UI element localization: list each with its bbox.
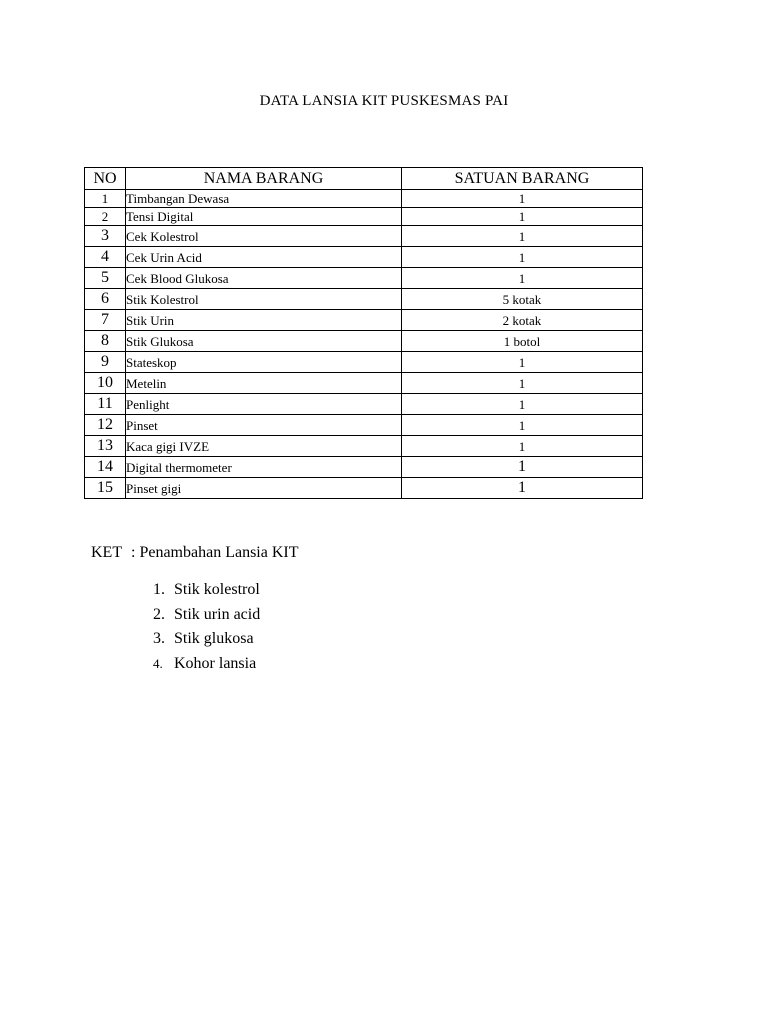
row-name: Cek Blood Glukosa	[126, 268, 402, 289]
row-name: Timbangan Dewasa	[126, 190, 402, 208]
table-row	[85, 268, 643, 289]
list-item-text: Stik urin acid	[174, 605, 261, 623]
list-item-number: 1.	[153, 581, 165, 598]
table-row	[85, 208, 643, 226]
table-row	[85, 352, 643, 373]
row-unit: 1 botol	[402, 331, 643, 352]
table-row	[85, 331, 643, 352]
table-row	[85, 310, 643, 331]
row-unit: 1	[402, 373, 643, 394]
row-no: 6	[85, 289, 126, 310]
items-table	[84, 167, 643, 499]
row-name: Stateskop	[126, 352, 402, 373]
row-name: Digital thermometer	[126, 457, 402, 478]
row-unit: 1	[402, 436, 643, 457]
row-no: 3	[85, 226, 126, 247]
row-unit: 1	[402, 478, 643, 499]
table-row	[85, 190, 643, 208]
additions-list	[153, 578, 260, 676]
row-name: Metelin	[126, 373, 402, 394]
row-no: 10	[85, 373, 126, 394]
table-row	[85, 289, 643, 310]
row-no: 15	[85, 478, 126, 499]
row-no: 9	[85, 352, 126, 373]
list-item-number: 2.	[153, 605, 165, 623]
row-name: Kaca gigi IVZE	[126, 436, 402, 457]
table-row	[85, 226, 643, 247]
row-unit: 1	[402, 415, 643, 436]
row-name: Penlight	[126, 394, 402, 415]
row-no: 7	[85, 310, 126, 331]
row-unit: 1	[402, 190, 643, 208]
table-row	[85, 457, 643, 478]
list-item-text: Stik kolestrol	[174, 581, 260, 598]
row-no: 13	[85, 436, 126, 457]
row-unit: 1	[402, 208, 643, 226]
row-name: Cek Urin Acid	[126, 247, 402, 268]
note-text: : Penambahan Lansia KIT	[131, 544, 299, 561]
row-unit: 1	[402, 247, 643, 268]
table-row	[85, 373, 643, 394]
header-no: NO	[85, 168, 126, 190]
row-name: Stik Glukosa	[126, 331, 402, 352]
row-unit: 1	[402, 226, 643, 247]
row-no: 2	[85, 208, 126, 226]
row-no: 8	[85, 331, 126, 352]
row-name: Tensi Digital	[126, 208, 402, 226]
row-unit: 1	[402, 457, 643, 478]
row-name: Pinset	[126, 415, 402, 436]
list-item-text: Stik glukosa	[174, 630, 254, 647]
row-name: Cek Kolestrol	[126, 226, 402, 247]
row-unit: 1	[402, 352, 643, 373]
note-line	[91, 544, 299, 562]
list-item-number: 4.	[153, 655, 163, 671]
table-row	[85, 478, 643, 499]
table-row	[85, 394, 643, 415]
row-no: 5	[85, 268, 126, 289]
row-name: Stik Kolestrol	[126, 289, 402, 310]
table-row	[85, 247, 643, 268]
header-name: NAMA BARANG	[126, 168, 402, 190]
note-label: KET	[91, 544, 123, 561]
table-row	[85, 436, 643, 457]
list-item	[153, 627, 260, 652]
row-no: 11	[85, 394, 126, 415]
list-item	[153, 578, 260, 603]
row-no: 4	[85, 247, 126, 268]
list-item	[153, 652, 260, 677]
row-no: 1	[85, 190, 126, 208]
header-unit: SATUAN BARANG	[402, 168, 643, 190]
row-no: 14	[85, 457, 126, 478]
row-name: Stik Urin	[126, 310, 402, 331]
row-unit: 1	[402, 268, 643, 289]
row-unit: 1	[402, 394, 643, 415]
row-unit: 2 kotak	[402, 310, 643, 331]
document-title: DATA LANSIA KIT PUSKESMAS PAI	[259, 93, 509, 109]
row-name: Pinset gigi	[126, 478, 402, 499]
list-item-number: 3.	[153, 630, 165, 647]
table-row	[85, 415, 643, 436]
list-item-text: Kohor lansia	[174, 654, 257, 672]
table-header-row	[85, 168, 643, 190]
list-item	[153, 603, 260, 628]
row-no: 12	[85, 415, 126, 436]
row-unit: 5 kotak	[402, 289, 643, 310]
